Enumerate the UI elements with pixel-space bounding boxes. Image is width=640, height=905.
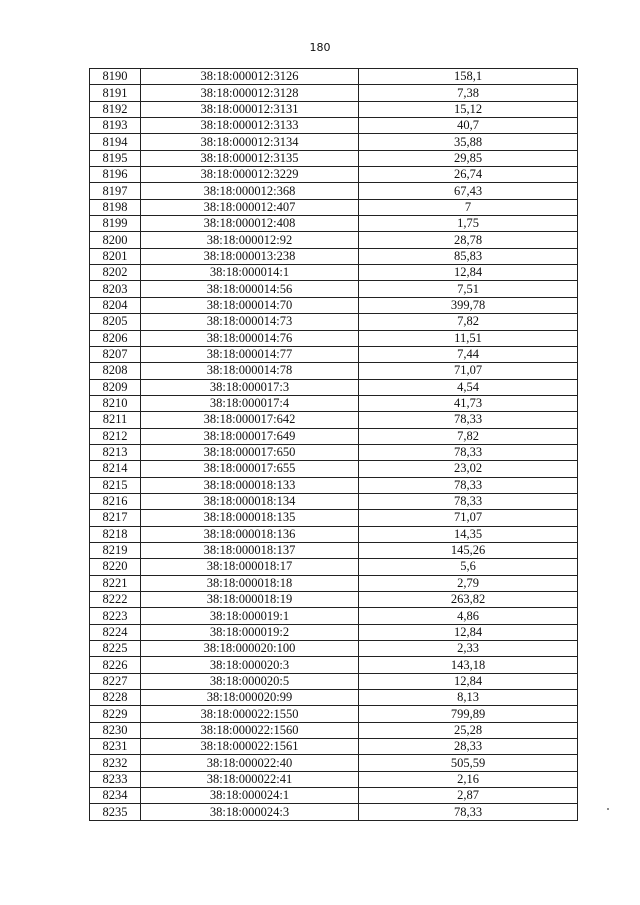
row-number-cell: 8218 [90, 526, 141, 542]
table-row [90, 395, 578, 411]
value-cell: 799,89 [359, 706, 578, 722]
cadastral-number-cell: 38:18:000014:76 [141, 330, 359, 346]
row-number-cell: 8225 [90, 641, 141, 657]
row-number-cell: 8192 [90, 101, 141, 117]
value-cell: 12,84 [359, 265, 578, 281]
cadastral-number-cell: 38:18:000022:1550 [141, 706, 359, 722]
cadastral-number-cell: 38:18:000012:3126 [141, 69, 359, 85]
cadastral-number-cell: 38:18:000012:3133 [141, 118, 359, 134]
table-row [90, 493, 578, 509]
value-cell: 7 [359, 199, 578, 215]
table-row [90, 118, 578, 134]
cadastral-number-cell: 38:18:000014:78 [141, 363, 359, 379]
table-row [90, 461, 578, 477]
row-number-cell: 8212 [90, 428, 141, 444]
cadastral-number-cell: 38:18:000012:3128 [141, 85, 359, 101]
cadastral-number-cell: 38:18:000020:100 [141, 641, 359, 657]
value-cell: 7,82 [359, 314, 578, 330]
value-cell: 7,38 [359, 85, 578, 101]
row-number-cell: 8208 [90, 363, 141, 379]
row-number-cell: 8196 [90, 167, 141, 183]
cadastral-number-cell: 38:18:000018:133 [141, 477, 359, 493]
row-number-cell: 8211 [90, 412, 141, 428]
value-cell: 11,51 [359, 330, 578, 346]
cadastral-number-cell: 38:18:000018:134 [141, 493, 359, 509]
value-cell: 2,87 [359, 788, 578, 804]
cadastral-number-cell: 38:18:000014:56 [141, 281, 359, 297]
value-cell: 78,33 [359, 412, 578, 428]
table-row [90, 592, 578, 608]
cadastral-number-cell: 38:18:000014:77 [141, 346, 359, 362]
cadastral-number-cell: 38:18:000022:1560 [141, 722, 359, 738]
cadastral-number-cell: 38:18:000022:1561 [141, 739, 359, 755]
row-number-cell: 8220 [90, 559, 141, 575]
cadastral-number-cell: 38:18:000017:642 [141, 412, 359, 428]
value-cell: 29,85 [359, 150, 578, 166]
value-cell: 15,12 [359, 101, 578, 117]
table-row [90, 69, 578, 85]
table-row [90, 183, 578, 199]
row-number-cell: 8235 [90, 804, 141, 820]
table-row [90, 85, 578, 101]
table-row [90, 232, 578, 248]
table-row [90, 330, 578, 346]
row-number-cell: 8228 [90, 690, 141, 706]
value-cell: 7,51 [359, 281, 578, 297]
table-row [90, 477, 578, 493]
table-row [90, 363, 578, 379]
row-number-cell: 8213 [90, 444, 141, 460]
value-cell: 26,74 [359, 167, 578, 183]
row-number-cell: 8202 [90, 265, 141, 281]
value-cell: 1,75 [359, 216, 578, 232]
cadastral-number-cell: 38:18:000012:3131 [141, 101, 359, 117]
table-row [90, 755, 578, 771]
row-number-cell: 8226 [90, 657, 141, 673]
row-number-cell: 8198 [90, 199, 141, 215]
row-number-cell: 8214 [90, 461, 141, 477]
value-cell: 143,18 [359, 657, 578, 673]
value-cell: 5,6 [359, 559, 578, 575]
table-row [90, 314, 578, 330]
table-row [90, 739, 578, 755]
cadastral-number-cell: 38:18:000018:135 [141, 510, 359, 526]
value-cell: 7,82 [359, 428, 578, 444]
cadastral-number-cell: 38:18:000017:655 [141, 461, 359, 477]
table-row [90, 297, 578, 313]
value-cell: 7,44 [359, 346, 578, 362]
cadastral-number-cell: 38:18:000024:3 [141, 804, 359, 820]
cadastral-number-cell: 38:18:000018:17 [141, 559, 359, 575]
cadastral-number-cell: 38:18:000018:136 [141, 526, 359, 542]
value-cell: 8,13 [359, 690, 578, 706]
value-cell: 41,73 [359, 395, 578, 411]
row-number-cell: 8204 [90, 297, 141, 313]
table-row [90, 804, 578, 820]
value-cell: 28,33 [359, 739, 578, 755]
row-number-cell: 8222 [90, 592, 141, 608]
value-cell: 78,33 [359, 477, 578, 493]
value-cell: 399,78 [359, 297, 578, 313]
value-cell: 40,7 [359, 118, 578, 134]
cadastral-number-cell: 38:18:000017:650 [141, 444, 359, 460]
row-number-cell: 8200 [90, 232, 141, 248]
value-cell: 4,86 [359, 608, 578, 624]
table-row [90, 771, 578, 787]
row-number-cell: 8224 [90, 624, 141, 640]
value-cell: 85,83 [359, 248, 578, 264]
row-number-cell: 8229 [90, 706, 141, 722]
row-number-cell: 8197 [90, 183, 141, 199]
cadastral-number-cell: 38:18:000024:1 [141, 788, 359, 804]
table-row [90, 248, 578, 264]
table-row [90, 281, 578, 297]
value-cell: 71,07 [359, 363, 578, 379]
table-row [90, 199, 578, 215]
table-row [90, 265, 578, 281]
table-row [90, 150, 578, 166]
table-row [90, 101, 578, 117]
row-number-cell: 8234 [90, 788, 141, 804]
value-cell: 25,28 [359, 722, 578, 738]
page-number: 180 [309, 41, 331, 54]
row-number-cell: 8207 [90, 346, 141, 362]
cadastral-number-cell: 38:18:000014:1 [141, 265, 359, 281]
value-cell: 2,79 [359, 575, 578, 591]
table-row [90, 346, 578, 362]
cadastral-number-cell: 38:18:000017:649 [141, 428, 359, 444]
value-cell: 35,88 [359, 134, 578, 150]
cadastral-number-cell: 38:18:000018:19 [141, 592, 359, 608]
value-cell: 145,26 [359, 542, 578, 558]
row-number-cell: 8203 [90, 281, 141, 297]
value-cell: 28,78 [359, 232, 578, 248]
value-cell: 71,07 [359, 510, 578, 526]
row-number-cell: 8227 [90, 673, 141, 689]
row-number-cell: 8195 [90, 150, 141, 166]
cadastral-number-cell: 38:18:000012:3134 [141, 134, 359, 150]
row-number-cell: 8230 [90, 722, 141, 738]
table-body [90, 69, 578, 821]
table-row [90, 575, 578, 591]
row-number-cell: 8194 [90, 134, 141, 150]
value-cell: 14,35 [359, 526, 578, 542]
value-cell: 78,33 [359, 493, 578, 509]
value-cell: 2,33 [359, 641, 578, 657]
row-number-cell: 8210 [90, 395, 141, 411]
row-number-cell: 8216 [90, 493, 141, 509]
table-row [90, 428, 578, 444]
table-row [90, 510, 578, 526]
table-row [90, 526, 578, 542]
table-row [90, 216, 578, 232]
row-number-cell: 8231 [90, 739, 141, 755]
table-row [90, 542, 578, 558]
row-number-cell: 8217 [90, 510, 141, 526]
cadastral-number-cell: 38:18:000012:368 [141, 183, 359, 199]
row-number-cell: 8233 [90, 771, 141, 787]
value-cell: 78,33 [359, 444, 578, 460]
table-row [90, 134, 578, 150]
cadastral-number-cell: 38:18:000014:73 [141, 314, 359, 330]
row-number-cell: 8190 [90, 69, 141, 85]
table-row [90, 167, 578, 183]
table-row [90, 641, 578, 657]
table-row [90, 412, 578, 428]
value-cell: 263,82 [359, 592, 578, 608]
table-row [90, 379, 578, 395]
table-row [90, 673, 578, 689]
row-number-cell: 8199 [90, 216, 141, 232]
value-cell: 78,33 [359, 804, 578, 820]
cadastral-number-cell: 38:18:000019:2 [141, 624, 359, 640]
table-row [90, 657, 578, 673]
value-cell: 23,02 [359, 461, 578, 477]
cadastral-number-cell: 38:18:000017:4 [141, 395, 359, 411]
cadastral-number-cell: 38:18:000013:238 [141, 248, 359, 264]
cadastral-number-cell: 38:18:000018:137 [141, 542, 359, 558]
value-cell: 505,59 [359, 755, 578, 771]
row-number-cell: 8201 [90, 248, 141, 264]
cadastral-number-cell: 38:18:000022:40 [141, 755, 359, 771]
value-cell: 12,84 [359, 673, 578, 689]
value-cell: 67,43 [359, 183, 578, 199]
row-number-cell: 8191 [90, 85, 141, 101]
table-row [90, 706, 578, 722]
table-row [90, 690, 578, 706]
table-row [90, 624, 578, 640]
table-row [90, 608, 578, 624]
row-number-cell: 8206 [90, 330, 141, 346]
cadastral-number-cell: 38:18:000012:3135 [141, 150, 359, 166]
value-cell: 2,16 [359, 771, 578, 787]
row-number-cell: 8215 [90, 477, 141, 493]
cadastral-number-cell: 38:18:000022:41 [141, 771, 359, 787]
cadastral-number-cell: 38:18:000019:1 [141, 608, 359, 624]
row-number-cell: 8193 [90, 118, 141, 134]
table-row [90, 788, 578, 804]
cadastral-number-cell: 38:18:000012:92 [141, 232, 359, 248]
value-cell: 12,84 [359, 624, 578, 640]
cadastral-number-cell: 38:18:000020:3 [141, 657, 359, 673]
table-row [90, 722, 578, 738]
cadastral-number-cell: 38:18:000018:18 [141, 575, 359, 591]
row-number-cell: 8221 [90, 575, 141, 591]
table-row [90, 559, 578, 575]
cadastral-table [89, 68, 578, 821]
cadastral-number-cell: 38:18:000020:5 [141, 673, 359, 689]
row-number-cell: 8209 [90, 379, 141, 395]
cadastral-number-cell: 38:18:000014:70 [141, 297, 359, 313]
row-number-cell: 8205 [90, 314, 141, 330]
table-row [90, 444, 578, 460]
row-number-cell: 8219 [90, 542, 141, 558]
cadastral-number-cell: 38:18:000012:408 [141, 216, 359, 232]
cadastral-number-cell: 38:18:000012:3229 [141, 167, 359, 183]
cadastral-number-cell: 38:18:000017:3 [141, 379, 359, 395]
value-cell: 158,1 [359, 69, 578, 85]
cadastral-number-cell: 38:18:000020:99 [141, 690, 359, 706]
row-number-cell: 8223 [90, 608, 141, 624]
cadastral-number-cell: 38:18:000012:407 [141, 199, 359, 215]
value-cell: 4,54 [359, 379, 578, 395]
scan-mark [607, 808, 609, 810]
row-number-cell: 8232 [90, 755, 141, 771]
